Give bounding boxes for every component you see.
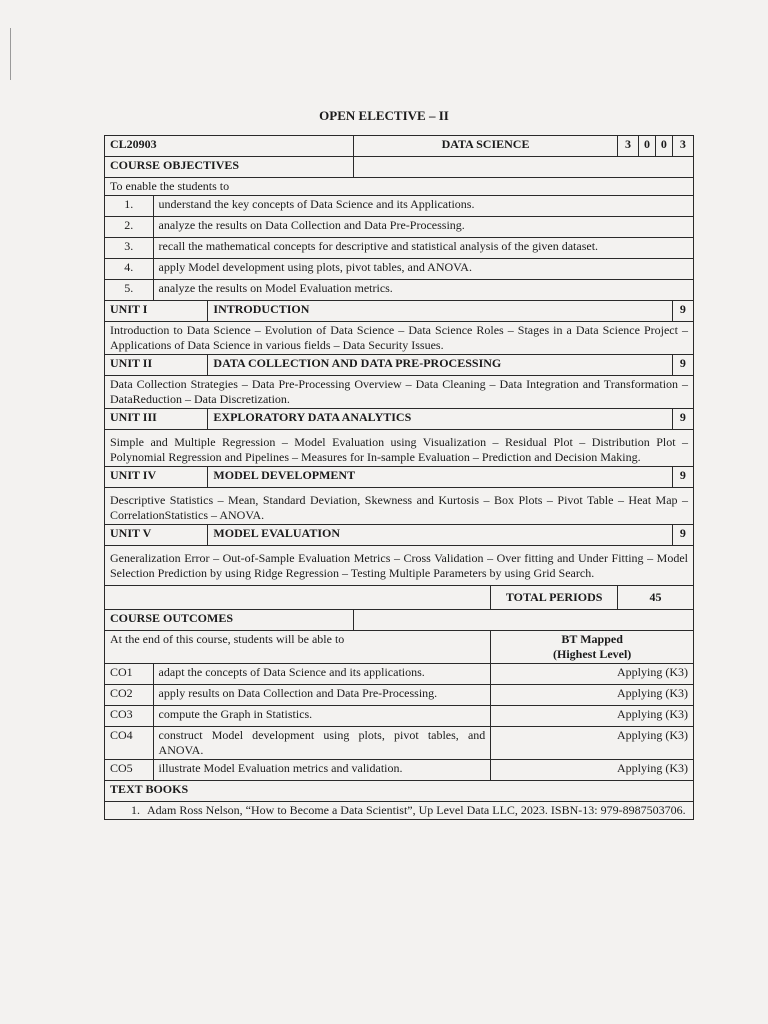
textbooks-heading: TEXT BOOKS xyxy=(105,781,694,802)
outcome-bt-level: Applying (K3) xyxy=(491,706,694,727)
unit-content-row xyxy=(105,546,694,586)
objective-text: understand the key concepts of Data Science and its Applications. xyxy=(153,196,693,217)
unit-content-row xyxy=(105,430,694,467)
outcome-item xyxy=(105,706,694,727)
unit-content: Simple and Multiple Regression – Model Evaluation using Visualization – Residual Plot – Distribution Plot – Polynomial Regression and Pipelines – Measures for In-sample Evaluation – Prediction and Decision Making. xyxy=(105,430,694,467)
bt-mapped-header xyxy=(491,631,694,664)
unit-content: Descriptive Statistics – Mean, Standard Deviation, Skewness and Kurtosis – Box Plots – Pivot Table – Heat Map – CorrelationStatistics – ANOVA. xyxy=(105,488,694,525)
bt-mapped-header-line1: BT Mapped xyxy=(561,632,623,646)
total-periods-label: TOTAL PERIODS xyxy=(491,586,618,610)
textbooks-heading-row xyxy=(105,781,694,802)
outcome-code: CO1 xyxy=(105,664,154,685)
unit-content-row xyxy=(105,322,694,355)
unit-content-row xyxy=(105,488,694,525)
objective-item xyxy=(105,238,694,259)
outcome-bt-level: Applying (K3) xyxy=(491,727,694,760)
unit-title: MODEL DEVELOPMENT xyxy=(208,467,672,488)
outcomes-heading: COURSE OUTCOMES xyxy=(105,610,354,631)
unit-label: UNIT III xyxy=(105,409,208,430)
outcome-code: CO2 xyxy=(105,685,154,706)
course-name: DATA SCIENCE xyxy=(354,136,618,157)
objectives-intro: To enable the students to xyxy=(105,178,694,196)
textbook-number: 1. xyxy=(131,803,140,817)
unit-hours: 9 xyxy=(672,355,693,376)
objective-number: 3. xyxy=(105,238,154,259)
outcomes-heading-row xyxy=(105,610,694,631)
objective-item xyxy=(105,217,694,238)
outcome-bt-level: Applying (K3) xyxy=(491,685,694,706)
credit-t: 0 xyxy=(639,136,656,157)
course-code: CL20903 xyxy=(105,136,354,157)
outcome-code: CO5 xyxy=(105,760,154,781)
total-periods-blank xyxy=(105,586,491,610)
unit-label: UNIT II xyxy=(105,355,208,376)
unit-content: Generalization Error – Out-of-Sample Evaluation Metrics – Cross Validation – Over fitting and Under Fitting – Model Selection Prediction by using Ridge Regression – Testing Multiple Parameters by using Grid Search. xyxy=(105,546,694,586)
outcome-text: compute the Graph in Statistics. xyxy=(153,706,491,727)
unit-header-row xyxy=(105,409,694,430)
objective-number: 5. xyxy=(105,280,154,301)
objective-number: 4. xyxy=(105,259,154,280)
outcome-code: CO4 xyxy=(105,727,154,760)
unit-label: UNIT IV xyxy=(105,467,208,488)
objective-number: 2. xyxy=(105,217,154,238)
outcome-code: CO3 xyxy=(105,706,154,727)
unit-header-row xyxy=(105,355,694,376)
unit-content-row xyxy=(105,376,694,409)
credit-l: 3 xyxy=(617,136,638,157)
outcome-text: illustrate Model Evaluation metrics and validation. xyxy=(153,760,491,781)
textbook-item xyxy=(105,802,694,820)
objective-item xyxy=(105,280,694,301)
outcome-text: adapt the concepts of Data Science and its applications. xyxy=(153,664,491,685)
textbook-text: Adam Ross Nelson, “How to Become a Data Scientist”, Up Level Data LLC, 2023. ISBN-13: 979-8987503706. xyxy=(147,803,686,817)
objective-item xyxy=(105,196,694,217)
bt-mapped-header-line2: (Highest Level) xyxy=(552,647,632,661)
outcomes-heading-blank xyxy=(354,610,694,631)
credit-p: 0 xyxy=(655,136,672,157)
total-periods-value: 45 xyxy=(617,586,693,610)
outcome-item xyxy=(105,685,694,706)
objective-text: analyze the results on Model Evaluation metrics. xyxy=(153,280,693,301)
unit-title: INTRODUCTION xyxy=(208,301,672,322)
unit-header-row xyxy=(105,301,694,322)
unit-content: Introduction to Data Science – Evolution of Data Science – Data Science Roles – Stages in a Data Science Project – Applications of Data Science in various fields – Data Security Issues. xyxy=(105,322,694,355)
unit-header-row xyxy=(105,525,694,546)
objective-item xyxy=(105,259,694,280)
outcome-item xyxy=(105,727,694,760)
unit-title: DATA COLLECTION AND DATA PRE-PROCESSING xyxy=(208,355,672,376)
document-title: OPEN ELECTIVE – II xyxy=(319,108,449,123)
outcomes-intro-row xyxy=(105,631,694,664)
objectives-intro-row xyxy=(105,178,694,196)
textbook-line xyxy=(131,803,688,818)
unit-title: MODEL EVALUATION xyxy=(208,525,672,546)
scan-margin-mark xyxy=(10,28,11,80)
unit-hours: 9 xyxy=(672,301,693,322)
unit-title: EXPLORATORY DATA ANALYTICS xyxy=(208,409,672,430)
unit-hours: 9 xyxy=(672,409,693,430)
unit-label: UNIT I xyxy=(105,301,208,322)
outcome-item xyxy=(105,760,694,781)
unit-hours: 9 xyxy=(672,525,693,546)
objective-text: analyze the results on Data Collection and Data Pre-Processing. xyxy=(153,217,693,238)
outcome-text: apply results on Data Collection and Data Pre-Processing. xyxy=(153,685,491,706)
total-periods-row xyxy=(105,586,694,610)
textbook-entry xyxy=(105,802,694,820)
outcomes-intro: At the end of this course, students will be able to xyxy=(105,631,491,664)
unit-label: UNIT V xyxy=(105,525,208,546)
unit-content: Data Collection Strategies – Data Pre-Processing Overview – Data Cleaning – Data Integration and Transformation – DataReduction – Data Discretization. xyxy=(105,376,694,409)
credit-c: 3 xyxy=(672,136,693,157)
outcome-bt-level: Applying (K3) xyxy=(491,760,694,781)
course-header-row xyxy=(105,136,694,157)
unit-header-row xyxy=(105,467,694,488)
objectives-heading-row xyxy=(105,157,694,178)
objectives-heading: COURSE OBJECTIVES xyxy=(105,157,354,178)
syllabus-table xyxy=(104,135,694,820)
objective-text: apply Model development using plots, pivot tables, and ANOVA. xyxy=(153,259,693,280)
objective-text: recall the mathematical concepts for descriptive and statistical analysis of the given dataset. xyxy=(153,238,693,259)
unit-hours: 9 xyxy=(672,467,693,488)
objective-number: 1. xyxy=(105,196,154,217)
objectives-heading-blank xyxy=(354,157,694,178)
outcome-item xyxy=(105,664,694,685)
outcome-text: construct Model development using plots, pivot tables, and ANOVA. xyxy=(153,727,491,760)
outcome-bt-level: Applying (K3) xyxy=(491,664,694,685)
